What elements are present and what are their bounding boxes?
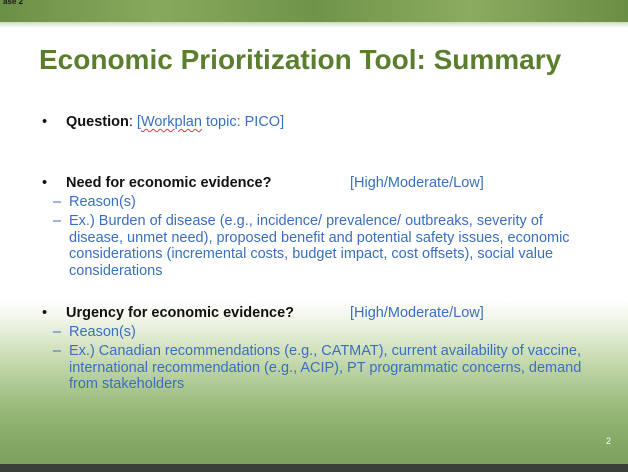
corner-text: ase 2 <box>3 0 24 6</box>
urgency-bullet <box>42 305 295 321</box>
need-bullet <box>42 175 272 191</box>
question-placeholder: [Workplan topic: PICO] <box>136 114 285 130</box>
bullet-dot: • <box>42 305 48 321</box>
need-example <box>53 213 589 279</box>
need-reason-text: Reason(s) <box>69 194 136 210</box>
bullet-dot: • <box>42 175 48 191</box>
need-levels: [High/Moderate/Low] <box>350 175 484 191</box>
urgency-reason-text: Reason(s) <box>69 324 136 340</box>
need-reason <box>53 194 589 211</box>
urgency-example <box>53 343 589 393</box>
dash: – <box>53 213 62 229</box>
urgency-levels: [High/Moderate/Low] <box>350 305 484 321</box>
bottom-bar <box>0 464 628 472</box>
dash: – <box>53 324 62 340</box>
dash: – <box>53 194 62 210</box>
header-band <box>0 0 628 22</box>
urgency-example-text: Ex.) Canadian recommendations (e.g., CATMAT), current availability of vaccine, international recommendation (e.g., ACIP), PT programmatic concerns, demand from stakeholders <box>69 343 582 392</box>
urgency-reason <box>53 324 589 341</box>
dash: – <box>53 343 62 359</box>
need-example-text: Ex.) Burden of disease (e.g., incidence/ prevalence/ outbreaks, severity of disease, unmet need), proposed benefit and potential safety issues, economic considerations (incremental costs, budget impact, cost offsets), social value considerations <box>69 213 570 279</box>
workplan-word: Workplan <box>140 114 202 130</box>
question-bullet <box>42 114 285 130</box>
page-number: 2 <box>605 436 611 446</box>
question-label: Question <box>66 114 129 130</box>
need-label: Need for economic evidence? <box>66 175 272 191</box>
question-colon: : <box>128 114 137 130</box>
urgency-label: Urgency for economic evidence? <box>66 305 295 321</box>
bullet-dot: • <box>42 114 48 130</box>
slide-title: Economic Prioritization Tool: Summary <box>39 44 562 75</box>
